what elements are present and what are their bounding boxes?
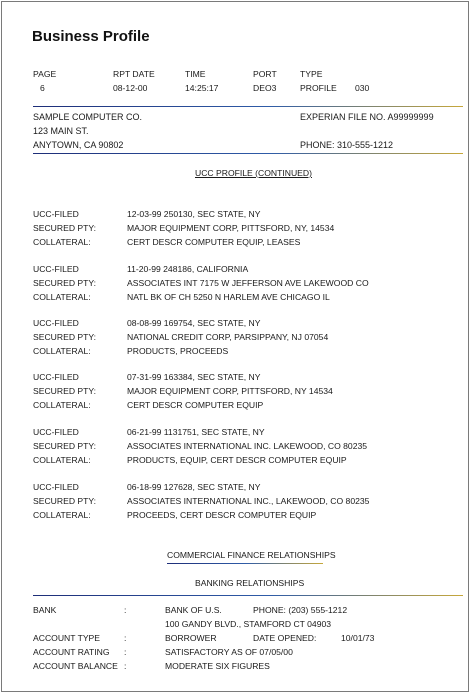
collateral-label: COLLATERAL: xyxy=(33,400,91,410)
date-opened-value: 10/01/73 xyxy=(341,633,375,643)
collateral-value: CERT DESCR COMPUTER EQUIP, LEASES xyxy=(127,237,301,247)
header-divider xyxy=(33,106,463,107)
account-balance-label: ACCOUNT BALANCE xyxy=(33,661,118,671)
collateral-label: COLLATERAL: xyxy=(33,510,91,520)
ucc-filed-label: UCC-FILED xyxy=(33,427,79,437)
secured-party-value: NATIONAL CREDIT CORP, PARSIPPANY, NJ 07054 xyxy=(127,332,329,342)
company-street: 123 MAIN ST. xyxy=(33,126,89,136)
secured-party-label: SECURED PTY: xyxy=(33,278,97,288)
secured-party-value: ASSOCIATES INTERNATIONAL INC., LAKEWOOD, CO 80235 xyxy=(127,496,370,506)
collateral-value: PRODUCTS, EQUIP, CERT DESCR COMPUTER EQUIP xyxy=(127,455,347,465)
page-title: Business Profile xyxy=(32,28,150,45)
header-extra-value: 030 xyxy=(355,83,370,93)
header-value-time: 14:25:17 xyxy=(185,83,219,93)
account-rating-colon: : xyxy=(124,647,127,657)
secured-party-value: MAJOR EQUIPMENT CORP, PITTSFORD, NY 14534 xyxy=(127,386,333,396)
business-profile-page xyxy=(1,1,469,692)
collateral-label: COLLATERAL: xyxy=(33,292,91,302)
header-label-port: PORT xyxy=(253,69,277,79)
header-value-port: DEO3 xyxy=(253,83,277,93)
bank-label: BANK xyxy=(33,605,57,615)
secured-party-value: ASSOCIATES INTERNATIONAL INC. LAKEWOOD, CO 80235 xyxy=(127,441,368,451)
header-label-type: TYPE xyxy=(300,69,323,79)
secured-party-label: SECURED PTY: xyxy=(33,386,97,396)
commercial-finance-underline xyxy=(167,563,323,564)
account-rating-label: ACCOUNT RATING xyxy=(33,647,110,657)
header-label-rpt-date: RPT DATE xyxy=(113,69,155,79)
secured-party-label: SECURED PTY: xyxy=(33,332,97,342)
account-balance-value: MODERATE SIX FIGURES xyxy=(165,661,270,671)
collateral-label: COLLATERAL: xyxy=(33,346,91,356)
secured-party-value: MAJOR EQUIPMENT CORP, PITTSFORD, NY, 14534 xyxy=(127,223,335,233)
bank-name: BANK OF U.S. xyxy=(165,605,222,615)
header-value-page: 6 xyxy=(40,83,45,93)
account-type-label: ACCOUNT TYPE xyxy=(33,633,101,643)
account-type-colon: : xyxy=(124,633,127,643)
collateral-value: PROCEEDS, CERT DESCR COMPUTER EQUIP xyxy=(127,510,317,520)
secured-party-label: SECURED PTY: xyxy=(33,496,97,506)
ucc-section-title: UCC PROFILE (CONTINUED) xyxy=(195,168,312,178)
ucc-filed-label: UCC-FILED xyxy=(33,264,79,274)
account-type-value: BORROWER xyxy=(165,633,217,643)
experian-file-number: EXPERIAN FILE NO. A99999999 xyxy=(300,112,434,122)
bank-phone: PHONE: (203) 555-1212 xyxy=(253,605,348,615)
header-label-time: TIME xyxy=(185,69,206,79)
ucc-filed-label: UCC-FILED xyxy=(33,372,79,382)
secured-party-value: ASSOCIATES INT 7175 W JEFFERSON AVE LAKEWOOD CO xyxy=(127,278,369,288)
collateral-value: CERT DESCR COMPUTER EQUIP xyxy=(127,400,264,410)
commercial-finance-title: COMMERCIAL FINANCE RELATIONSHIPS xyxy=(167,550,336,560)
collateral-label: COLLATERAL: xyxy=(33,455,91,465)
account-balance-colon: : xyxy=(124,661,127,671)
company-name: SAMPLE COMPUTER CO. xyxy=(33,112,143,122)
ucc-filed-value: 11-20-99 248186, CALIFORNIA xyxy=(127,264,249,274)
company-divider xyxy=(33,153,463,154)
ucc-filed-value: 07-31-99 163384, SEC STATE, NY xyxy=(127,372,261,382)
ucc-filed-value: 08-08-99 169754, SEC STATE, NY xyxy=(127,318,261,328)
header-value-rpt-date: 08-12-00 xyxy=(113,83,148,93)
header-value-type: PROFILE xyxy=(300,83,337,93)
ucc-filed-value: 06-18-99 127628, SEC STATE, NY xyxy=(127,482,261,492)
ucc-filed-value: 06-21-99 1131751, SEC STATE, NY xyxy=(127,427,265,437)
ucc-filed-value: 12-03-99 250130, SEC STATE, NY xyxy=(127,209,261,219)
collateral-label: COLLATERAL: xyxy=(33,237,91,247)
company-phone: PHONE: 310-555-1212 xyxy=(300,140,394,150)
banking-divider xyxy=(33,595,463,596)
bank-colon: : xyxy=(124,605,127,615)
account-rating-value: SATISFACTORY AS OF 07/05/00 xyxy=(165,647,293,657)
company-city: ANYTOWN, CA 90802 xyxy=(33,140,124,150)
secured-party-label: SECURED PTY: xyxy=(33,441,97,451)
bank-address: 100 GANDY BLVD., STAMFORD CT 04903 xyxy=(165,619,332,629)
ucc-filed-label: UCC-FILED xyxy=(33,318,79,328)
header-label-page: PAGE xyxy=(33,69,57,79)
date-opened-label: DATE OPENED: xyxy=(253,633,317,643)
collateral-value: PRODUCTS, PROCEEDS xyxy=(127,346,229,356)
banking-relationships-title: BANKING RELATIONSHIPS xyxy=(195,578,305,588)
secured-party-label: SECURED PTY: xyxy=(33,223,97,233)
ucc-filed-label: UCC-FILED xyxy=(33,209,79,219)
ucc-filed-label: UCC-FILED xyxy=(33,482,79,492)
collateral-value: NATL BK OF CH 5250 N HARLEM AVE CHICAGO IL xyxy=(127,292,330,302)
